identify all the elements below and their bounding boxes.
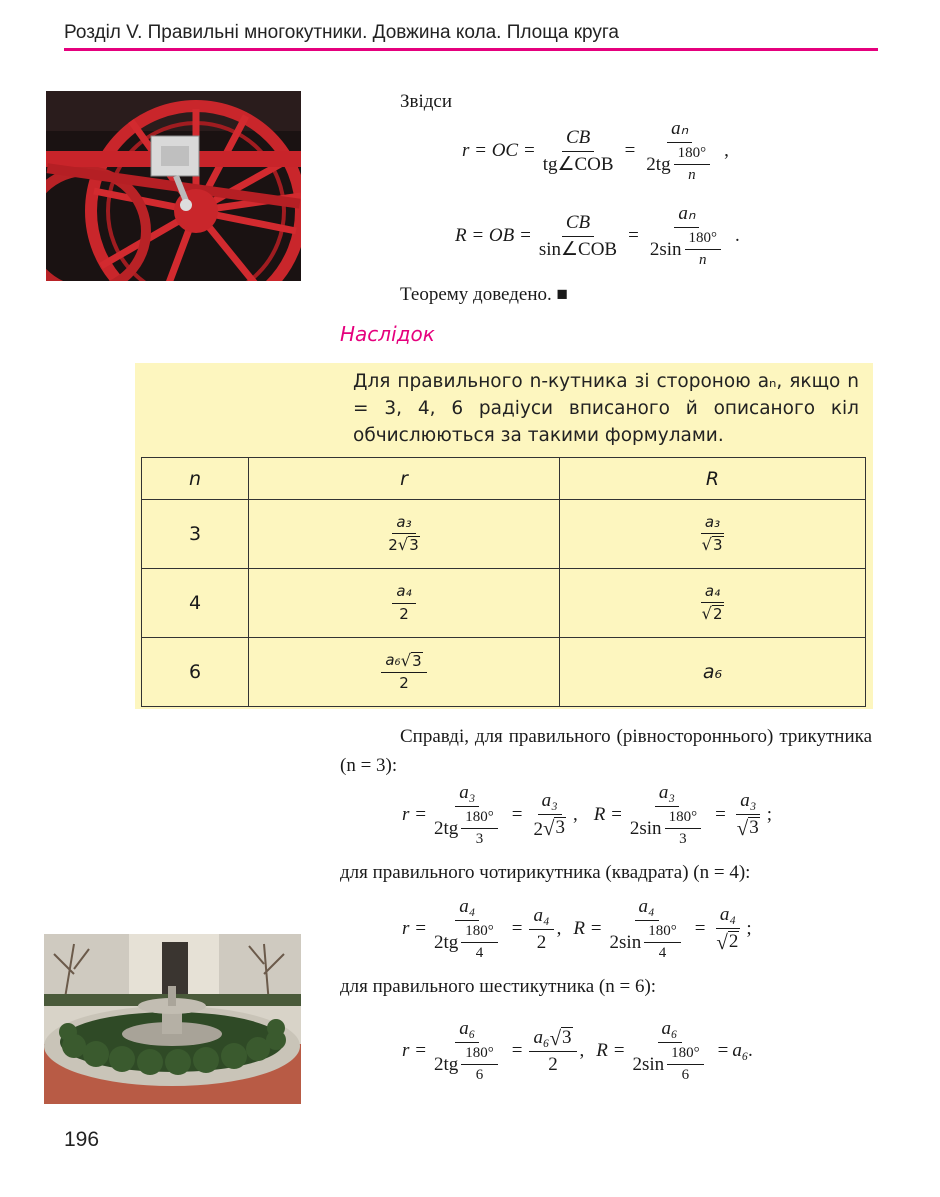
formula-inradius-general: r = OC = $\frac{CB}{\text{tg∠COB}}$ = aₙ 2tg $\frac{180^\circ}{n}$ , [462, 118, 729, 184]
formula-circumradius-general: R = OB = $\frac{CB}{\text{sin∠COB}}$ = aₙ 2sin $\frac{180^\circ}{n}$ . [455, 203, 740, 269]
cell-R: a₄ √ 2 [560, 569, 866, 638]
formula-triangle: r = a₃ 2tg $\frac{180^\circ}{3}$ = a₃ 2 √ 3 , R = a₃ 2sin $\frac{180^\circ}{3}$ = a₃ √ 3 ; [402, 782, 773, 848]
cell-R: a₃ √ 3 [560, 500, 866, 569]
fraction: aₙ 2tg $\frac{180^\circ}{n}$ [642, 118, 717, 184]
column-header: r [249, 458, 560, 500]
cell-r: a₆ √ 3 2 [249, 638, 560, 707]
table-row [142, 500, 866, 569]
formula-hexagon: r = a₆ 2tg $\frac{180^\circ}{6}$ = a₆ √ 3 2 , R = a₆ 2sin $\frac{180^\circ}{6}$ = a₆. [402, 1018, 754, 1084]
table-header-row [142, 458, 866, 500]
column-header: R [560, 458, 866, 500]
cell-n: 6 [142, 638, 249, 707]
explanation-intro: Справді, для правильного (рівностороннього) трикутника (n = 3): [340, 726, 872, 776]
hexagon-intro: для правильного шестикутника (n = 6): [340, 976, 657, 997]
fraction: aₙ 2sin $\frac{180^\circ}{n}$ [646, 203, 728, 269]
proof-conclusion: Теорему доведено. ■ [400, 284, 568, 305]
cell-r: a₃ 2 √ 3 [249, 500, 560, 569]
header-rule [64, 48, 878, 51]
table-row [142, 638, 866, 707]
cell-n: 4 [142, 569, 249, 638]
square-intro: для правильного чотирикутника (квадрата) (n = 4): [340, 862, 751, 883]
page-number: 196 [64, 1128, 100, 1151]
cell-R: a₆ [560, 638, 866, 707]
corollary-text: Для правильного n-кутника зі стороною aₙ, якщо n = 3, 4, 6 радіуси вписаного й описаного кіл обчислюються за такими формулами. [353, 371, 859, 446]
cell-r: $\frac{\text{a₄}}{2}$ [249, 569, 560, 638]
chapter-header: Розділ V. Правильні многокутники. Довжина кола. Площа круга [64, 22, 619, 43]
table-row [142, 569, 866, 638]
proof-intro: Звідси [400, 91, 453, 112]
fraction: $\frac{CB}{\text{sin∠COB}}$ [538, 211, 618, 260]
radius-formula-table [141, 457, 866, 707]
formula-lhs: R = OB = [455, 225, 532, 247]
formula-square: r = a₄ 2tg $\frac{180^\circ}{4}$ = $\frac{\text{a₄}}{2}$ , R = a₄ 2sin $\frac{180^\circ}{4}$ = a₄ √ 2 ; [402, 896, 752, 962]
fraction: $\frac{CB}{\text{tg∠COB}}$ [542, 126, 614, 175]
locomotive-wheel-photo [46, 91, 301, 281]
fountain-photo [44, 934, 301, 1104]
column-header: n [142, 458, 249, 500]
corollary-title: Наслідок [340, 322, 435, 346]
cell-n: 3 [142, 500, 249, 569]
formula-lhs: r = OC = [462, 140, 536, 162]
